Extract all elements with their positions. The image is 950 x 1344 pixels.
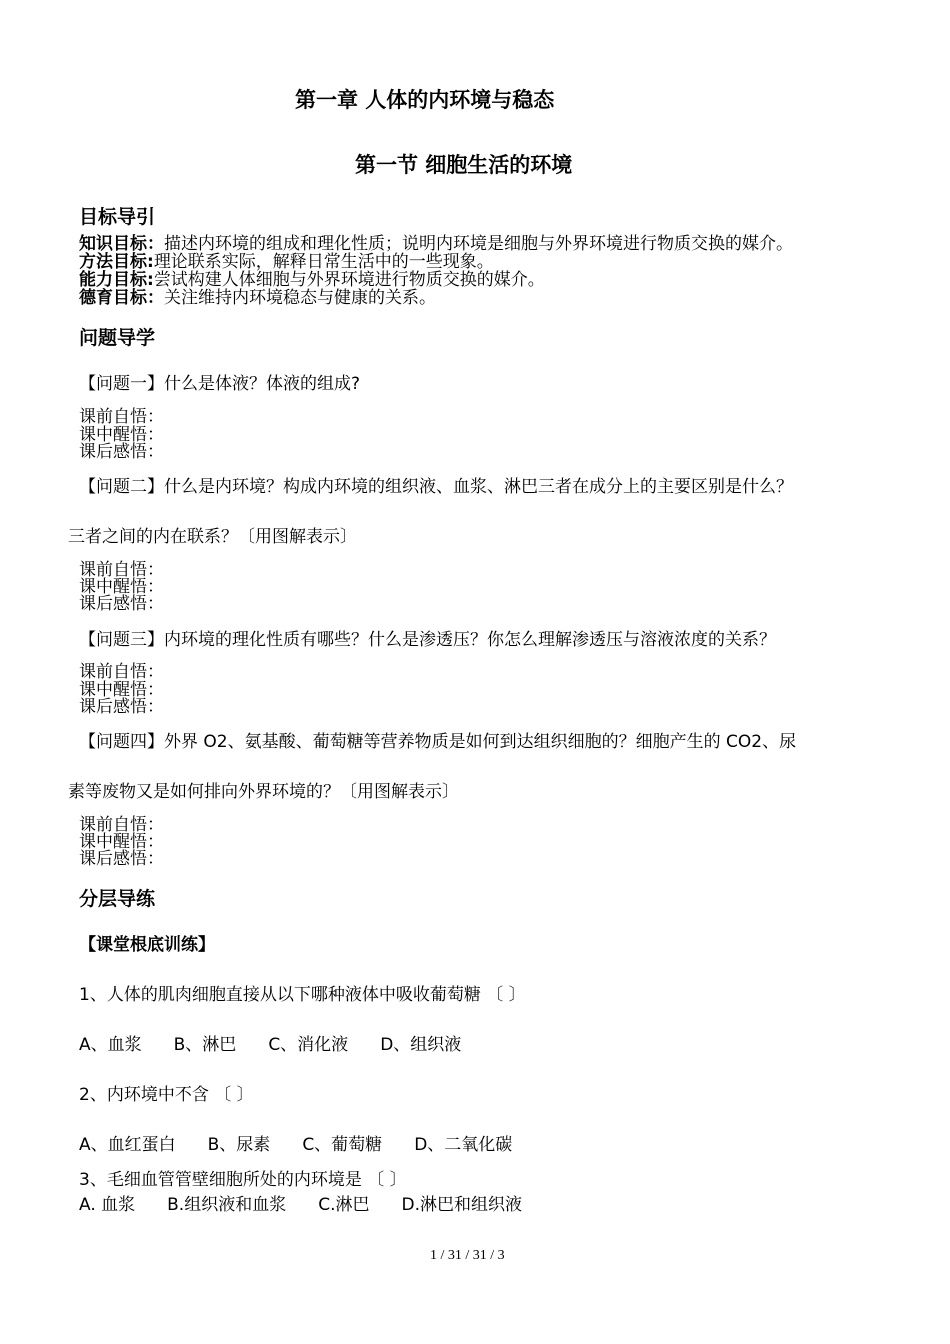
goals-heading: 目标导引 (79, 206, 156, 228)
option: C.淋巴 (318, 1195, 370, 1215)
question-2-continuation: 三者之间的内在联系？〔用图解表示〕 (68, 527, 357, 547)
question-4-continuation: 素等废物又是如何排向外界环境的？〔用图解表示〕 (68, 782, 459, 802)
option: A、血红蛋白 (79, 1135, 176, 1155)
goal-moral (79, 290, 436, 307)
reflection-after: 课后感悟： (79, 594, 164, 614)
goal-label: 方法目标: (79, 252, 154, 272)
question-2: 【问题二】什么是内环境？构成内环境的组织液、血浆、淋巴三者在成分上的主要区别是什么？ (79, 477, 793, 497)
reflection-before: 课前自悟： (79, 407, 164, 427)
reflection-during: 课中醒悟： (79, 680, 164, 700)
option: C、葡萄糖 (302, 1135, 383, 1155)
goal-text: 关注维持内环境稳态与健康的关系。 (164, 288, 436, 308)
goal-text: 描述内环境的组成和理化性质；说明内环境是细胞与外界环境进行物质交换的媒介。 (164, 234, 793, 254)
option: D、二氧化碳 (414, 1135, 513, 1155)
reflection-before: 课前自悟： (79, 815, 164, 835)
practice-options-2 (79, 1137, 544, 1154)
goal-label: 德育目标： (79, 288, 164, 308)
goal-knowledge (79, 236, 793, 253)
option: A. 血浆 (79, 1195, 136, 1215)
question-1: 【问题一】什么是体液？体液的组成? (79, 374, 361, 394)
option: B.组织液和血浆 (167, 1195, 287, 1215)
option: B、尿素 (207, 1135, 271, 1155)
option: A、血浆 (79, 1035, 142, 1055)
reflection-after: 课后感悟： (79, 697, 164, 717)
goal-label: 能力目标: (79, 270, 154, 290)
practice-question-2: 2、内环境中不含 〔 〕 (79, 1085, 254, 1105)
questions-heading: 问题导学 (79, 327, 156, 349)
goal-method (79, 254, 494, 271)
practice-subheading: 【课堂根底训练】 (79, 935, 215, 955)
option: C、消化液 (268, 1035, 349, 1055)
section-title: 第一节 细胞生活的环境 (355, 153, 573, 177)
question-3: 【问题三】内环境的理化性质有哪些？什么是渗透压？你怎么理解渗透压与溶液浓度的关系？ (79, 630, 776, 650)
reflection-during: 课中醒悟： (79, 577, 164, 597)
goal-text: 理论联系实际，解释日常生活中的一些现象。 (153, 252, 494, 272)
reflection-during: 课中醒悟： (79, 832, 164, 852)
reflection-before: 课前自悟： (79, 662, 164, 682)
practice-heading: 分层导练 (79, 888, 156, 910)
practice-question-1: 1、人体的肌肉细胞直接从以下哪种液体中吸收葡萄糖 〔 〕 (79, 985, 526, 1005)
option: D.淋巴和组织液 (401, 1195, 522, 1215)
option: B、淋巴 (173, 1035, 237, 1055)
option: D、组织液 (380, 1035, 462, 1055)
page-number: 1 / 31 / 31 / 3 (430, 1248, 505, 1263)
goal-label: 知识目标： (79, 234, 164, 254)
reflection-before: 课前自悟： (79, 560, 164, 580)
reflection-after: 课后感悟： (79, 849, 164, 869)
practice-options-1 (79, 1037, 493, 1054)
question-4: 【问题四】外界 O2、氨基酸、葡萄糖等营养物质是如何到达组织细胞的？细胞产生的 CO2、尿 (79, 732, 797, 752)
goal-ability (79, 272, 545, 289)
chapter-title: 第一章 人体的内环境与稳态 (295, 88, 555, 112)
reflection-during: 课中醒悟： (79, 425, 164, 445)
reflection-after: 课后感悟： (79, 442, 164, 462)
goal-text: 尝试构建人体细胞与外界环境进行物质交换的媒介。 (153, 270, 545, 290)
practice-options-3 (79, 1197, 554, 1214)
practice-question-3: 3、毛细血管管壁细胞所处的内环境是 〔 〕 (79, 1170, 407, 1190)
